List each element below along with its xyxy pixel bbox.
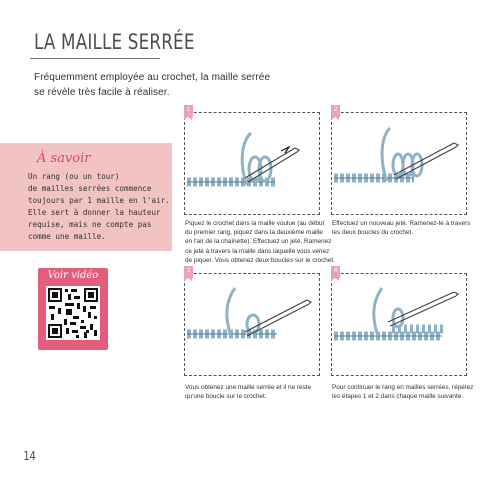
step-4-line: les étapes 1 et 2 dans chaque maille suivante. [332,393,464,401]
a-savoir-title: À savoir [37,151,91,166]
step-2-caption [332,219,472,237]
a-savoir-line: Elle sert à donner la hauteur [28,208,161,217]
a-savoir-line: toujours par 1 maille en l'air. [28,196,170,205]
step-3-line: qu'une boucle sur le crochet. [185,393,267,401]
step-3-line: Vous obtenez une maille serrée et il ne reste [185,384,312,391]
page-number: 14 [23,449,36,463]
a-savoir-line: comme une maille. [28,232,106,241]
qr-code-icon[interactable] [46,286,100,340]
step-3-number: 3 [184,266,193,278]
title-underline [30,58,160,59]
step-1-line: ce jeté à travers la maille dans laquelle vous venez [185,247,330,255]
step-1-line: de piquer. Vous obtenez deux boucles sur le crochet. [185,256,335,264]
step-2-illustration [331,112,467,215]
page-title: LA MAILLE SERRÉE [34,30,195,54]
a-savoir-text [28,171,173,243]
intro-line: Fréquemment employée au crochet, la maille serrée [34,72,271,83]
step-3-illustration [184,273,320,376]
step-1-illustration [184,112,320,215]
a-savoir-line: requise, mais ne compte pas [28,220,152,229]
step-2-number: 2 [331,105,340,117]
step-1-line: Piquez le crochet dans la maille voulue (au début [185,220,325,227]
step-2-line: les deux boucles du crochet. [332,229,413,237]
step-3-caption [185,383,320,401]
step-2-line: Effectuez un nouveau jeté. Ramenez-le à travers [332,220,471,227]
step-1-line: du premier rang, piquez dans la deuxième maille [185,229,323,237]
step-1-number: 1 [184,105,193,117]
step-4-line: Pour continuer le rang en mailles serrées, répétez [332,384,474,391]
intro-line: se révèle très facile à réaliser. [34,87,170,98]
video-title: Voir vidéo [47,270,99,281]
step-4-illustration [331,273,467,376]
step-1-line: en l'air de la chaînette). Effectuez un jeté. Ramenez [185,238,332,246]
step-4-caption [332,383,472,401]
step-1-caption [185,219,335,265]
step-4-number: 4 [331,266,340,278]
intro-text [34,70,274,100]
a-savoir-line: Un rang (ou un tour) [28,172,120,181]
a-savoir-line: de mailles serrées commence [28,184,152,193]
